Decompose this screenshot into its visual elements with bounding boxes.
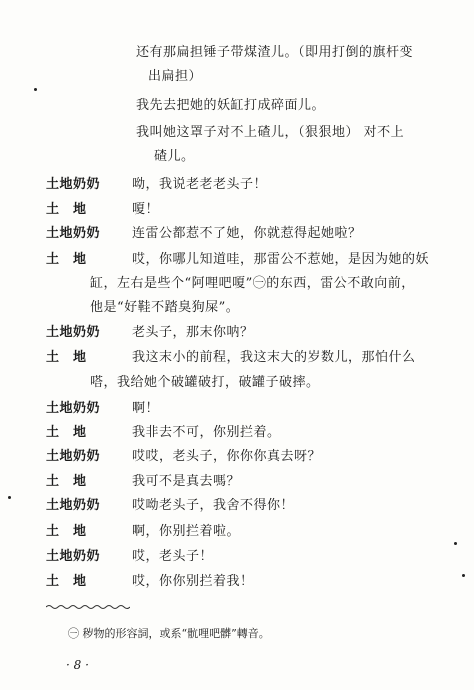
speech-text: 哎，老头子！ xyxy=(132,549,214,564)
scan-speck xyxy=(34,88,37,91)
speech-text: 我可不是真去嗎？ xyxy=(132,474,241,489)
speech-text: 嗄！ xyxy=(132,202,160,217)
speech-continuation: 他是“好鞋不踏臭狗屎”。 xyxy=(90,300,240,315)
speaker-name: 土地奶奶 xyxy=(46,498,101,513)
speaker-name: 土 地 xyxy=(46,474,87,489)
scan-speck xyxy=(8,496,11,499)
speaker-name: 土 地 xyxy=(46,425,87,440)
scan-speck xyxy=(462,574,465,577)
speech-text: 哎呦老头子，我舍不得你！ xyxy=(132,498,295,513)
dialogue-line xyxy=(46,400,159,418)
page-number: · 8 · xyxy=(66,658,89,672)
speaker-name: 土 地 xyxy=(46,252,87,267)
dialogue-line xyxy=(46,201,159,219)
stage-direction-line: 我先去把她的妖缸打成碎面儿。 xyxy=(136,98,326,113)
dialogue-line xyxy=(46,324,254,342)
speaker-name: 土 地 xyxy=(46,524,87,539)
speaker-name: 土地奶奶 xyxy=(46,549,101,564)
speech-text: 呦，我说老老老头子！ xyxy=(132,177,268,192)
speech-text: 哎哎，老头子，你你你真去呀？ xyxy=(132,449,322,464)
dialogue-line xyxy=(46,497,294,515)
dialogue-line xyxy=(46,251,429,269)
speech-text: 我非去不可，你别拦着。 xyxy=(132,425,281,440)
footnote-separator xyxy=(46,604,130,610)
dialogue-line xyxy=(46,349,416,367)
speaker-name: 土 地 xyxy=(46,574,87,589)
speech-text: 哎，你你别拦着我！ xyxy=(132,574,254,589)
dialogue-line xyxy=(46,225,362,243)
speech-continuation: 嗒，我给她个破罐破打，破罐子破摔。 xyxy=(90,375,320,390)
speaker-name: 土地奶奶 xyxy=(46,325,101,340)
dialogue-line xyxy=(46,176,267,194)
speaker-name: 土地奶奶 xyxy=(46,177,101,192)
footnote: ㊀ 秽物的形容詞，或系“骯哩吧髒”轉音。 xyxy=(68,627,270,640)
speech-text: 哎，你哪儿知道哇，那雷公不惹她，是因为她的妖 xyxy=(132,252,430,267)
speaker-name: 土地奶奶 xyxy=(46,449,101,464)
scan-speck xyxy=(454,542,457,545)
stage-direction-line: 出扁担） xyxy=(148,69,203,84)
dialogue-line xyxy=(46,473,240,491)
speech-text: 啊！ xyxy=(132,401,160,416)
stage-direction-line: 还有那扁担锤子带煤渣儿。（即用打倒的旗杆变 xyxy=(136,45,414,60)
dialogue-line xyxy=(46,523,240,541)
stage-direction-line: 碴儿。 xyxy=(154,149,195,164)
stage-direction-line: 我叫她这罩子对不上碴儿，（狠狠地） 对不上 xyxy=(136,125,405,140)
speech-text: 啊，你别拦着啦。 xyxy=(132,524,241,539)
dialogue-line xyxy=(46,573,254,591)
dialogue-line xyxy=(46,424,281,442)
speech-text: 老头子，那末你呐？ xyxy=(132,325,254,340)
dialogue-line xyxy=(46,448,321,466)
speech-text: 我这末小的前程，我这末大的岁数儿，那怕什么 xyxy=(132,350,416,365)
speaker-name: 土地奶奶 xyxy=(46,401,101,416)
speech-text: 连雷公都惹不了她，你就惹得起她啦？ xyxy=(132,226,362,241)
dialogue-line xyxy=(46,548,213,566)
speaker-name: 土 地 xyxy=(46,350,87,365)
speaker-name: 土地奶奶 xyxy=(46,226,101,241)
speech-continuation: 缸，左右是些个“阿哩吧嗄”㊀的东西，雷公不敢向前， xyxy=(90,276,415,291)
speaker-name: 土 地 xyxy=(46,202,87,217)
